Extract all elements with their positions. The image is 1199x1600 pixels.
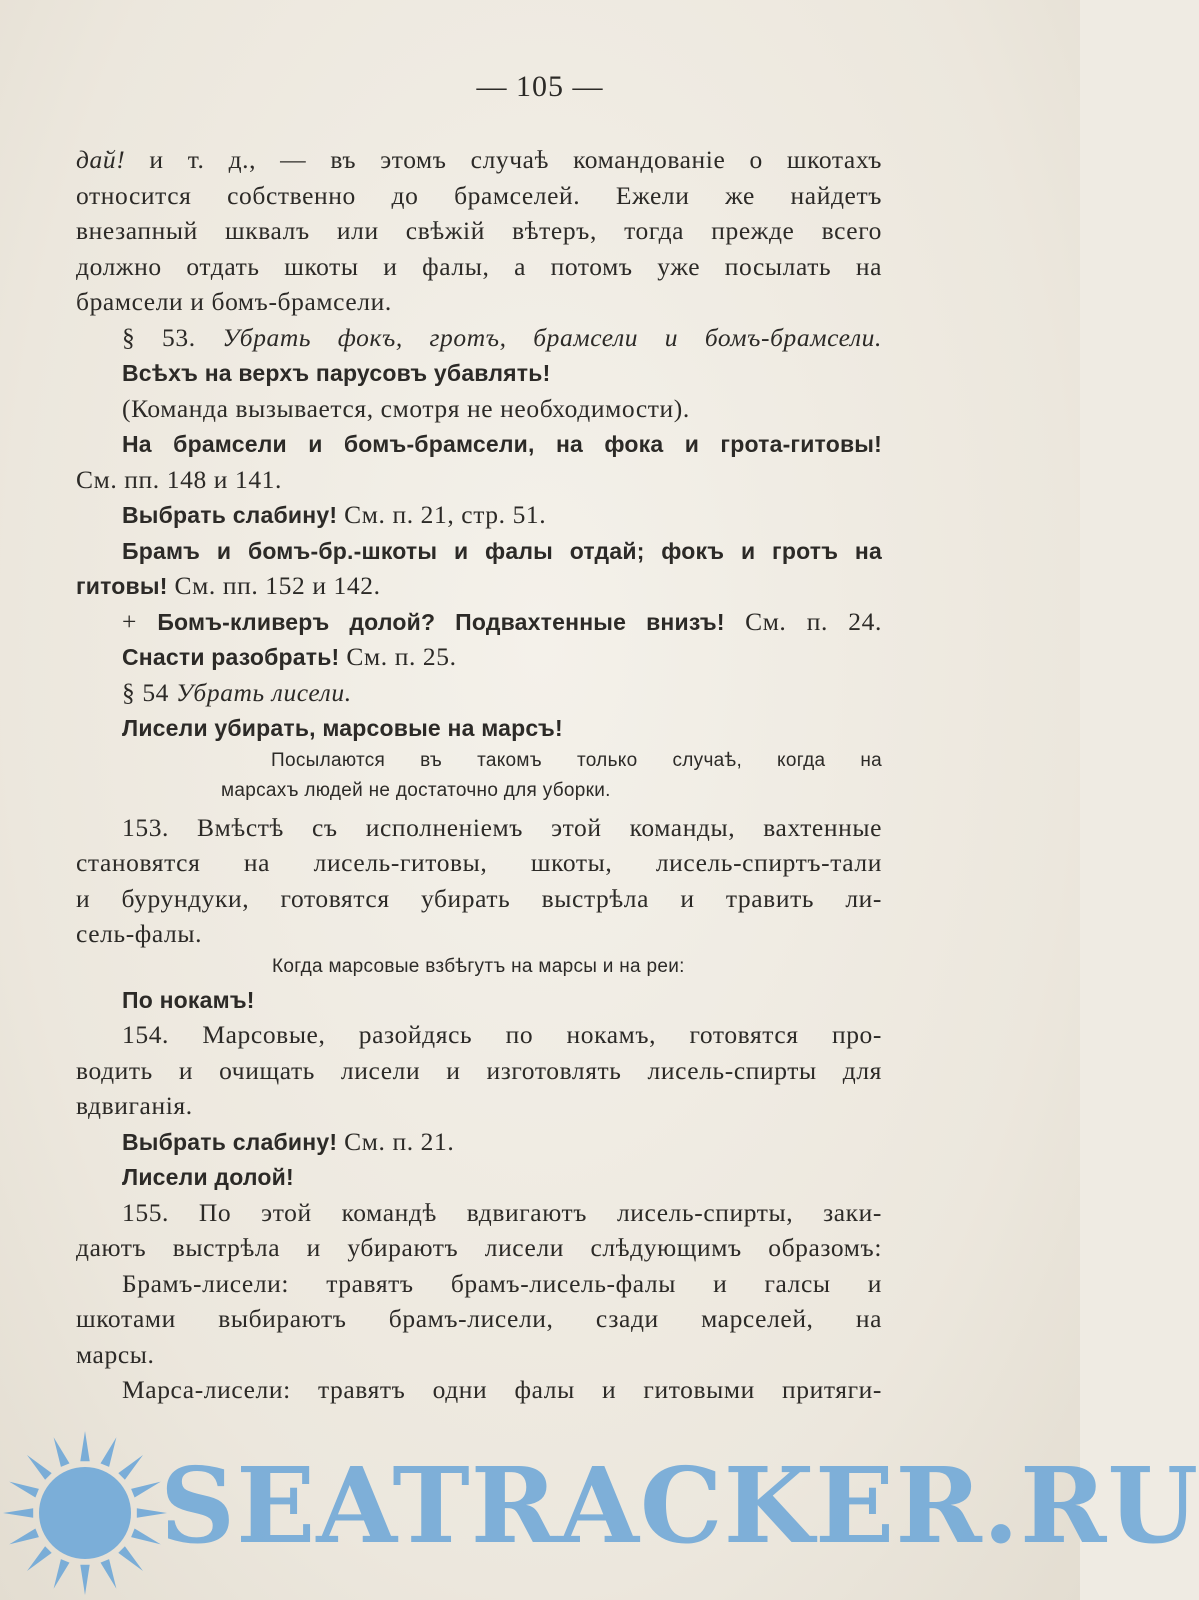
command-text: Всѣхъ на верхъ парусовъ убавлять! [122, 360, 551, 386]
body-text: даютъ выстрѣла и убираютъ лисели слѣдующимъ образомъ: [76, 1233, 882, 1262]
body-text: (Команда вызывается, смотря не необходимости). [122, 393, 690, 423]
body-text: § 53. [122, 322, 223, 352]
body-text: См. п. 21, стр. 51. [337, 500, 547, 529]
body-text: относится собственно до брамселей. Ежели же найдетъ [76, 180, 882, 210]
text-line [76, 426, 882, 462]
body-text: брамсели и бомъ-брамсели. [76, 287, 392, 316]
watermark-text: SEATRACKER.RU [160, 1444, 1199, 1567]
sun-ray [9, 1482, 39, 1498]
body-text: 154. Марсовые, разойдясь по нокамъ, готовятся про- [122, 1020, 882, 1049]
command-text: По нокамъ! [122, 986, 255, 1013]
body-text: марсахъ людей не достаточно для уборки. [221, 779, 611, 801]
text-line [76, 1124, 882, 1160]
text-line [76, 462, 882, 498]
italic-text: Убрать лисели. [176, 677, 352, 707]
text-line [76, 952, 882, 982]
body-text: вдвиганія. [76, 1091, 193, 1120]
sun-ray [3, 1508, 33, 1517]
command-text: На брамсели и бомъ-брамсели, на фока и грота-гитовы! [122, 431, 882, 457]
text-line [76, 810, 882, 846]
text-line [76, 845, 882, 881]
text-line [76, 776, 882, 806]
sun-ray [80, 1431, 89, 1461]
command-text: Лисели убирать, марсовые на марсъ! [122, 715, 563, 741]
body-text: См. п. 21. [337, 1126, 455, 1156]
body-text: 153. Вмѣстѣ съ исполненіемъ этой команды, вахтенные [122, 812, 882, 842]
body-text: Марса-лисели: травятъ одни фалы и гитовыми притяги- [122, 1375, 882, 1404]
watermark [0, 1418, 1199, 1600]
sun-ray [118, 1455, 143, 1480]
page-number: — 105 — [476, 70, 604, 103]
body-text: Посылаются въ такомъ только случаѣ, когда на [271, 749, 882, 771]
body-text: становятся на лисель-гитовы, шкоты, лисель-спиртъ-тали [76, 848, 882, 877]
body-text: См. п. 24. [724, 606, 882, 636]
text-line [76, 1195, 882, 1231]
body-text: внезапный шквалъ или свѣжій вѣтеръ, тогда прежде всего [76, 216, 882, 245]
text-line [76, 178, 882, 214]
command-text: Выбрать слабину! [122, 1128, 338, 1155]
command-text: Выбрать слабину! [122, 502, 338, 528]
text-line [76, 982, 882, 1018]
sun-ray [101, 1559, 117, 1589]
text-line [76, 746, 882, 776]
sun-ray [101, 1437, 117, 1467]
command-text: Брамъ и бомъ-бр.-шкоты и фалы отдай; фокъ и гротъ на [122, 537, 882, 564]
body-text: См. пп. 148 и 141. [76, 464, 283, 494]
body-text: сель-фалы. [76, 919, 203, 948]
text-line [76, 533, 882, 569]
text-line [76, 213, 882, 249]
text-line [76, 1088, 882, 1124]
sun-ray [9, 1529, 39, 1545]
text-line [76, 881, 882, 917]
text-line [76, 1017, 882, 1053]
sun-icon [0, 1428, 170, 1598]
body-text: Когда марсовые взбѣгутъ на марсы и на реи: [272, 955, 685, 977]
body-text: и т. д., — въ этомъ случаѣ командованіе о шкотахъ [125, 145, 882, 174]
text-line [76, 497, 882, 533]
text-line [76, 639, 882, 675]
text-line [76, 1266, 882, 1302]
sun-ray [131, 1482, 161, 1498]
text-line [76, 916, 882, 952]
command-text: Снасти разобрать! [122, 644, 340, 670]
sun-ray [118, 1546, 143, 1571]
body-text: водить и очищать лисели и изготовлять лисель-спирты для [76, 1055, 882, 1085]
body-text: Брамъ-лисели: травятъ брамъ-лисель-фалы и галсы и [122, 1268, 882, 1298]
text-line [76, 249, 882, 285]
text-line [76, 1372, 882, 1408]
text-line [76, 675, 882, 711]
sun-ray [27, 1546, 52, 1571]
body-text: должно отдать шкоты и фалы, а потомъ уже посылать на [76, 251, 882, 281]
text-line [76, 710, 882, 746]
text-line [76, 391, 882, 427]
sun-ray [131, 1529, 161, 1545]
text-line [76, 320, 882, 356]
body-text: § 54 [122, 677, 176, 707]
text-line [76, 284, 882, 320]
sun-ray [54, 1437, 70, 1467]
body-text: См. п. 25. [339, 642, 457, 671]
text-line [76, 604, 882, 640]
italic-text: Убрать фокъ, гротъ, брамсели и бомъ-брамсели. [222, 322, 882, 352]
text-line [76, 355, 882, 391]
text-line [76, 1337, 882, 1373]
body-text: 155. По этой командѣ вдвигаютъ лисель-спирты, заки- [122, 1197, 882, 1227]
sun-ray [54, 1559, 70, 1589]
italic-text: дай! [76, 145, 126, 174]
text-line [76, 1301, 882, 1337]
command-text: Лисели долой! [122, 1164, 294, 1190]
body-text: и бурундуки, готовятся убирать выстрѣла и травить ли- [76, 883, 882, 913]
body-text: См. пп. 152 и 142. [167, 571, 381, 600]
body-text: + [122, 606, 158, 636]
sun-ray [27, 1455, 52, 1480]
text-line [76, 1053, 882, 1089]
command-text: Бомъ-кливеръ долой? Подвахтенные внизъ! [157, 608, 725, 635]
text-line [76, 142, 882, 178]
page-text [76, 142, 882, 1408]
body-text: марсы. [76, 1339, 155, 1369]
body-text: шкотами выбираютъ брамъ-лисели, сзади марселей, на [76, 1304, 882, 1333]
sun-ray [80, 1565, 89, 1595]
text-line [76, 1159, 882, 1195]
text-line [76, 568, 882, 604]
command-text: гитовы! [76, 573, 168, 599]
text-line [76, 1230, 882, 1266]
